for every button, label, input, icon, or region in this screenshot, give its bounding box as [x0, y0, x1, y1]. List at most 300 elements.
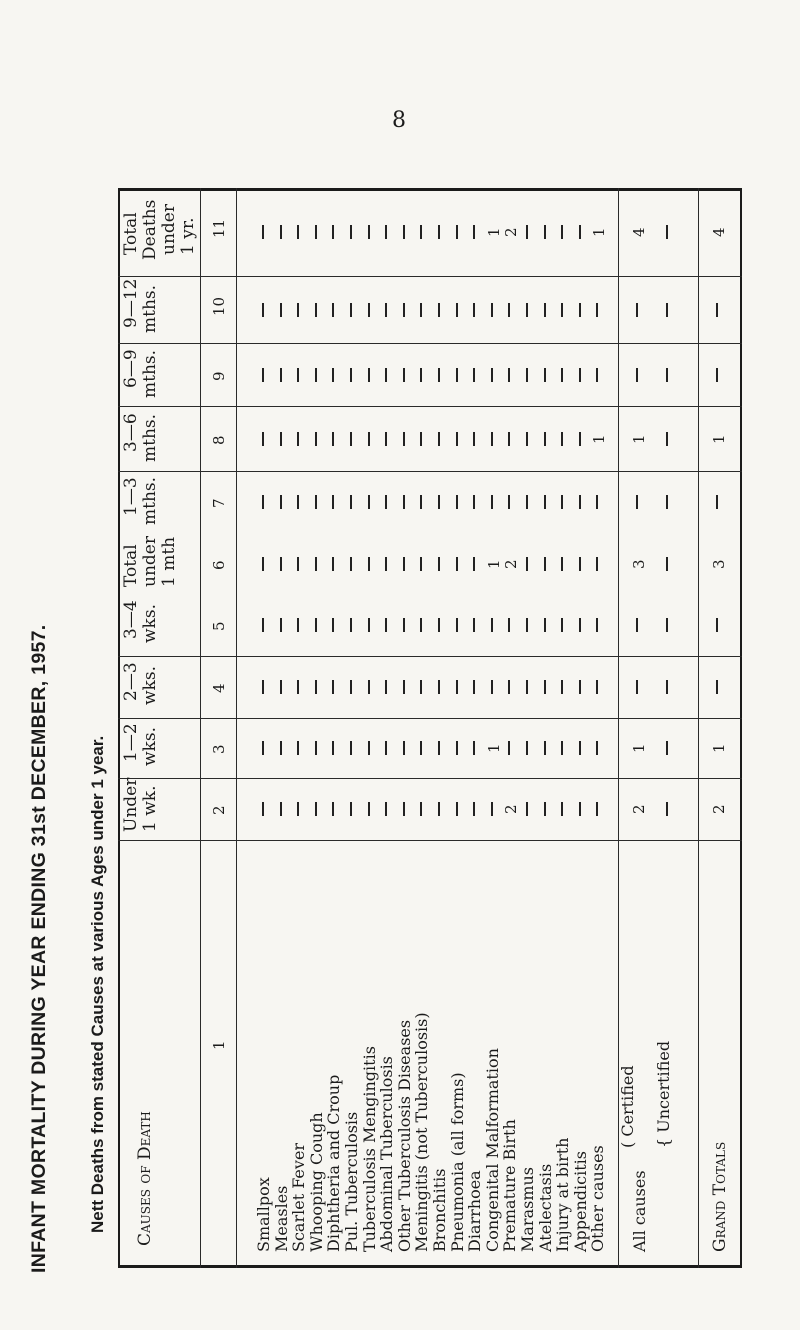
column-header-line: under — [159, 204, 179, 255]
column-header-line: mths. — [140, 349, 160, 398]
cell-empty — [368, 303, 370, 317]
grand-total-value: 1 — [710, 743, 728, 753]
cell-empty — [526, 432, 528, 446]
cause-label: Marasmus — [518, 1166, 537, 1252]
cell-empty — [561, 495, 563, 509]
column-header-line: 1 yr. — [178, 217, 198, 255]
cause-label: Atelectasis — [535, 1163, 555, 1252]
cell-empty — [368, 741, 370, 755]
cell-empty — [508, 432, 510, 446]
cell-empty — [385, 741, 387, 755]
cell-empty — [332, 618, 334, 632]
cell-empty — [403, 557, 405, 571]
cell-empty — [332, 557, 334, 571]
cell-empty — [438, 495, 440, 509]
cell-empty — [526, 618, 528, 632]
cell-empty — [350, 303, 352, 317]
cell-empty — [473, 557, 475, 571]
cell-empty — [491, 495, 493, 509]
certified-value: 3 — [630, 558, 648, 569]
cell-empty — [579, 680, 581, 694]
cell-empty — [280, 802, 282, 816]
cell-empty — [526, 557, 528, 571]
cell-empty — [403, 432, 405, 446]
cell-empty — [350, 225, 352, 239]
column-header-line: mths. — [140, 476, 160, 525]
cell-empty — [350, 802, 352, 816]
cell-empty — [438, 618, 440, 632]
cell-empty — [456, 680, 458, 694]
cell-empty — [420, 225, 422, 239]
cell-empty — [403, 495, 405, 509]
cell-empty — [473, 432, 475, 446]
cell-empty — [385, 432, 387, 446]
cell-empty — [508, 618, 510, 632]
cell-empty — [438, 802, 440, 816]
cell-empty — [280, 495, 282, 509]
certified-value: 1 — [630, 433, 648, 444]
cell-empty — [297, 225, 299, 239]
cell-empty — [561, 557, 563, 571]
cell-empty — [491, 618, 493, 632]
cause-label: Pul. Tuberculosis — [342, 1111, 361, 1252]
cell-empty — [420, 368, 422, 382]
band-divider — [118, 718, 742, 719]
header-divider — [200, 188, 201, 1268]
certified-value: 4 — [630, 227, 648, 237]
cell-empty — [544, 802, 546, 816]
band-divider — [118, 778, 742, 779]
cell-empty — [456, 225, 458, 239]
causes-index: 1 — [210, 1040, 228, 1050]
column-index: 7 — [210, 498, 228, 508]
cell-empty — [491, 680, 493, 694]
grand-total-empty — [716, 618, 718, 632]
uncertified-label: { Uncertified — [654, 1040, 673, 1148]
cell-empty — [315, 368, 317, 382]
cause-label: Whooping Cough — [306, 1112, 326, 1252]
cell-empty — [297, 432, 299, 446]
cause-label: Smallpox — [254, 1177, 273, 1252]
cell-empty — [438, 225, 440, 239]
grand-totals-label: Grand Totals — [710, 1141, 730, 1252]
certified-value: 1 — [630, 743, 648, 753]
band-divider — [118, 471, 742, 472]
cell-empty — [262, 802, 264, 816]
cause-label: Appendicitis — [570, 1150, 590, 1252]
cell-empty — [561, 225, 563, 239]
cell-empty — [438, 741, 440, 755]
column-header-line: Total — [121, 543, 141, 587]
cell-empty — [420, 303, 422, 317]
cell-empty — [332, 225, 334, 239]
band-divider — [118, 343, 742, 344]
cell-empty — [297, 618, 299, 632]
band-divider — [118, 276, 742, 277]
grand-total-empty — [716, 495, 718, 509]
cell-empty — [297, 557, 299, 571]
cell-value: 2 — [502, 227, 521, 237]
column-header-line: 1 mth — [159, 536, 179, 587]
cell-empty — [315, 303, 317, 317]
cell-empty — [544, 368, 546, 382]
cell-empty — [508, 495, 510, 509]
cell-empty — [420, 802, 422, 816]
cell-empty — [332, 802, 334, 816]
cell-empty — [315, 802, 317, 816]
cell-empty — [385, 225, 387, 239]
cell-empty — [262, 557, 264, 571]
cell-empty — [368, 557, 370, 571]
cause-label: Congenital Malformation — [482, 1048, 502, 1252]
cell-empty — [280, 618, 282, 632]
cell-empty — [262, 432, 264, 446]
column-header-line: Under — [121, 777, 141, 832]
cell-empty — [579, 741, 581, 755]
table-bottom-border — [118, 1265, 742, 1268]
cause-label: Tuberculosis Mengingitis — [359, 1046, 379, 1252]
cell-empty — [544, 432, 546, 446]
column-header-line: 1—2 — [121, 723, 141, 762]
cell-empty — [315, 680, 317, 694]
cell-empty — [456, 741, 458, 755]
cell-empty — [350, 680, 352, 694]
cell-empty — [368, 225, 370, 239]
cell-empty — [491, 802, 493, 816]
certified-divider — [698, 188, 699, 1268]
cell-empty — [508, 368, 510, 382]
column-header-line: mths. — [140, 413, 160, 462]
grand-total-value: 2 — [710, 804, 728, 814]
cell-empty — [596, 618, 598, 632]
cell-empty — [420, 432, 422, 446]
cause-label: Pneumonia (all forms) — [447, 1072, 467, 1252]
cause-label: Scarlet Fever — [289, 1142, 309, 1252]
cell-empty — [332, 303, 334, 317]
cell-empty — [368, 618, 370, 632]
cell-empty — [385, 495, 387, 509]
cell-empty — [579, 225, 581, 239]
cell-empty — [403, 618, 405, 632]
cell-empty — [596, 741, 598, 755]
cell-empty — [526, 495, 528, 509]
uncertified-empty — [666, 495, 668, 509]
cell-empty — [385, 618, 387, 632]
column-header-line: wks. — [140, 604, 160, 644]
uncertified-empty — [666, 303, 668, 317]
uncertified-empty — [666, 618, 668, 632]
cell-empty — [368, 680, 370, 694]
cell-empty — [385, 802, 387, 816]
certified-label: ( Certified — [618, 1065, 637, 1148]
cell-empty — [332, 680, 334, 694]
cell-empty — [368, 368, 370, 382]
cell-empty — [544, 618, 546, 632]
cell-empty — [438, 432, 440, 446]
cell-empty — [280, 680, 282, 694]
cell-empty — [350, 495, 352, 509]
cell-empty — [385, 303, 387, 317]
cell-empty — [280, 432, 282, 446]
cell-empty — [473, 618, 475, 632]
certified-empty — [636, 368, 638, 382]
column-header-line: wks. — [140, 727, 160, 767]
cell-empty — [438, 557, 440, 571]
cell-empty — [297, 680, 299, 694]
page-subtitle: Nett Deaths from stated Causes at various Ages under 1 year. — [88, 735, 107, 1233]
cell-empty — [262, 368, 264, 382]
cell-empty — [332, 368, 334, 382]
grand-total-value: 1 — [710, 433, 728, 444]
table-right-border — [740, 188, 742, 1268]
band-divider — [118, 656, 742, 657]
cell-empty — [403, 225, 405, 239]
column-header-line: 1—3 — [121, 477, 141, 516]
cell-empty — [385, 368, 387, 382]
cell-empty — [350, 368, 352, 382]
cell-empty — [473, 680, 475, 694]
cause-label: Other Tuberculosis Diseases — [394, 1019, 414, 1252]
cause-label: Injury at birth — [553, 1137, 573, 1252]
cell-empty — [438, 368, 440, 382]
cell-empty — [297, 495, 299, 509]
cell-empty — [350, 557, 352, 571]
cell-empty — [350, 618, 352, 632]
cell-empty — [544, 741, 546, 755]
cell-empty — [596, 303, 598, 317]
cell-empty — [456, 368, 458, 382]
table-left-border — [118, 188, 120, 1268]
cell-empty — [508, 680, 510, 694]
cause-label: Measles — [271, 1185, 291, 1252]
cell-empty — [561, 802, 563, 816]
column-header-line: 9—12 — [121, 278, 141, 328]
index-divider — [236, 188, 237, 1268]
cell-empty — [350, 432, 352, 446]
cell-empty — [315, 225, 317, 239]
cell-empty — [544, 303, 546, 317]
grand-total-value: 4 — [710, 227, 728, 237]
cause-label: Abdominal Tuberculosis — [377, 1056, 397, 1252]
all-causes-label: All causes — [630, 1170, 649, 1252]
cell-value: 1 — [484, 227, 503, 237]
cell-empty — [350, 741, 352, 755]
band-divider — [118, 840, 742, 841]
cell-empty — [473, 495, 475, 509]
cell-empty — [596, 680, 598, 694]
grand-total-empty — [716, 680, 718, 694]
cell-empty — [315, 495, 317, 509]
cell-empty — [596, 557, 598, 571]
certified-value: 2 — [630, 804, 648, 814]
cell-empty — [561, 432, 563, 446]
cell-empty — [561, 680, 563, 694]
cell-empty — [297, 368, 299, 382]
cell-empty — [508, 303, 510, 317]
column-index: 5 — [210, 621, 228, 631]
cell-empty — [473, 368, 475, 382]
cell-value: 1 — [590, 433, 609, 444]
column-index: 10 — [210, 296, 228, 316]
column-index: 4 — [210, 683, 228, 693]
cell-empty — [368, 432, 370, 446]
cell-empty — [579, 368, 581, 382]
column-header-line: 2—3 — [121, 662, 141, 701]
cell-value: 2 — [502, 804, 521, 814]
cell-empty — [579, 432, 581, 446]
cell-empty — [491, 432, 493, 446]
cell-empty — [297, 741, 299, 755]
cell-empty — [368, 802, 370, 816]
cell-empty — [438, 680, 440, 694]
cell-empty — [579, 618, 581, 632]
mortality-table — [118, 188, 742, 1268]
cell-empty — [596, 495, 598, 509]
cell-empty — [579, 495, 581, 509]
cell-empty — [262, 741, 264, 755]
column-header-line: 6—9 — [121, 349, 141, 389]
cell-empty — [385, 557, 387, 571]
cell-empty — [491, 368, 493, 382]
cell-value: 1 — [484, 558, 503, 569]
cell-empty — [596, 802, 598, 816]
cell-empty — [315, 741, 317, 755]
cell-empty — [491, 303, 493, 317]
cell-empty — [280, 741, 282, 755]
cell-empty — [280, 368, 282, 382]
cell-empty — [456, 802, 458, 816]
cell-empty — [420, 557, 422, 571]
cell-empty — [262, 618, 264, 632]
cell-empty — [280, 225, 282, 239]
column-index: 6 — [210, 559, 228, 570]
grand-total-empty — [716, 303, 718, 317]
page-title: INFANT MORTALITY DURING YEAR ENDING 31st DECEMBER, 1957. — [28, 624, 50, 1273]
column-index: 3 — [210, 744, 228, 754]
cell-empty — [526, 741, 528, 755]
column-index: 9 — [210, 370, 228, 381]
cell-empty — [385, 680, 387, 694]
column-header-line: under — [140, 535, 160, 587]
cell-empty — [561, 303, 563, 317]
cell-empty — [420, 680, 422, 694]
cell-empty — [561, 618, 563, 632]
cell-empty — [579, 303, 581, 317]
uncertified-empty — [666, 432, 668, 446]
cell-empty — [473, 225, 475, 239]
cell-empty — [420, 618, 422, 632]
cause-label: Bronchitis — [430, 1168, 449, 1252]
cause-label: Other causes — [588, 1145, 608, 1252]
cell-empty — [262, 495, 264, 509]
cell-empty — [456, 618, 458, 632]
cause-label: Premature Birth — [500, 1119, 520, 1252]
certified-empty — [636, 618, 638, 632]
uncertified-empty — [666, 741, 668, 755]
cell-empty — [596, 368, 598, 382]
cell-empty — [456, 557, 458, 571]
cell-empty — [403, 680, 405, 694]
cell-empty — [280, 557, 282, 571]
causes-header: Causes of Death — [135, 1111, 155, 1246]
cell-empty — [579, 557, 581, 571]
cell-empty — [508, 741, 510, 755]
certified-empty — [636, 303, 638, 317]
cell-empty — [544, 495, 546, 509]
cell-empty — [262, 680, 264, 694]
cell-empty — [403, 303, 405, 317]
cell-empty — [332, 741, 334, 755]
cell-empty — [262, 303, 264, 317]
cell-empty — [280, 303, 282, 317]
cell-empty — [315, 618, 317, 632]
column-index: 2 — [210, 805, 228, 815]
uncertified-empty — [666, 680, 668, 694]
uncertified-empty — [666, 368, 668, 382]
column-header-line: 3—6 — [121, 413, 141, 453]
uncertified-empty — [666, 557, 668, 571]
cell-empty — [403, 802, 405, 816]
cell-empty — [456, 495, 458, 509]
cell-value: 1 — [590, 227, 609, 237]
cell-empty — [332, 432, 334, 446]
cell-value: 1 — [484, 743, 503, 753]
cell-empty — [526, 225, 528, 239]
column-header-line: 3—4 — [121, 600, 141, 639]
page-number: 8 — [392, 108, 406, 133]
cell-empty — [420, 741, 422, 755]
cause-label: Meningitis (not Tuberculosis) — [412, 1012, 432, 1252]
uncertified-empty — [666, 802, 668, 816]
cell-empty — [403, 368, 405, 382]
certified-empty — [636, 680, 638, 694]
cell-value: 2 — [502, 558, 521, 569]
column-index: 11 — [210, 218, 228, 238]
cell-empty — [315, 432, 317, 446]
cell-empty — [579, 802, 581, 816]
uncertified-empty — [666, 225, 668, 239]
band-divider — [118, 406, 742, 407]
column-header-line: Deaths — [140, 199, 160, 260]
cell-empty — [368, 495, 370, 509]
cell-empty — [561, 368, 563, 382]
certified-empty — [636, 495, 638, 509]
cell-empty — [297, 802, 299, 816]
cell-empty — [526, 802, 528, 816]
column-header-line: 1 wk. — [140, 785, 160, 832]
column-header-line: wks. — [140, 666, 160, 706]
cell-empty — [297, 303, 299, 317]
grand-total-value: 3 — [710, 558, 728, 569]
cell-empty — [332, 495, 334, 509]
cell-empty — [544, 680, 546, 694]
column-index: 8 — [210, 434, 228, 445]
cause-label: Diphtheria and Croup — [324, 1074, 344, 1252]
cell-empty — [561, 741, 563, 755]
cell-empty — [473, 802, 475, 816]
cause-label: Diarrhoea — [465, 1170, 485, 1252]
cell-empty — [262, 225, 264, 239]
cell-empty — [403, 741, 405, 755]
cell-empty — [544, 557, 546, 571]
cell-empty — [456, 432, 458, 446]
table-top-border — [118, 188, 742, 191]
cell-empty — [526, 368, 528, 382]
column-header-line: mths. — [140, 284, 160, 333]
column-header-line: Total — [121, 212, 141, 255]
cell-empty — [473, 741, 475, 755]
cell-empty — [544, 225, 546, 239]
